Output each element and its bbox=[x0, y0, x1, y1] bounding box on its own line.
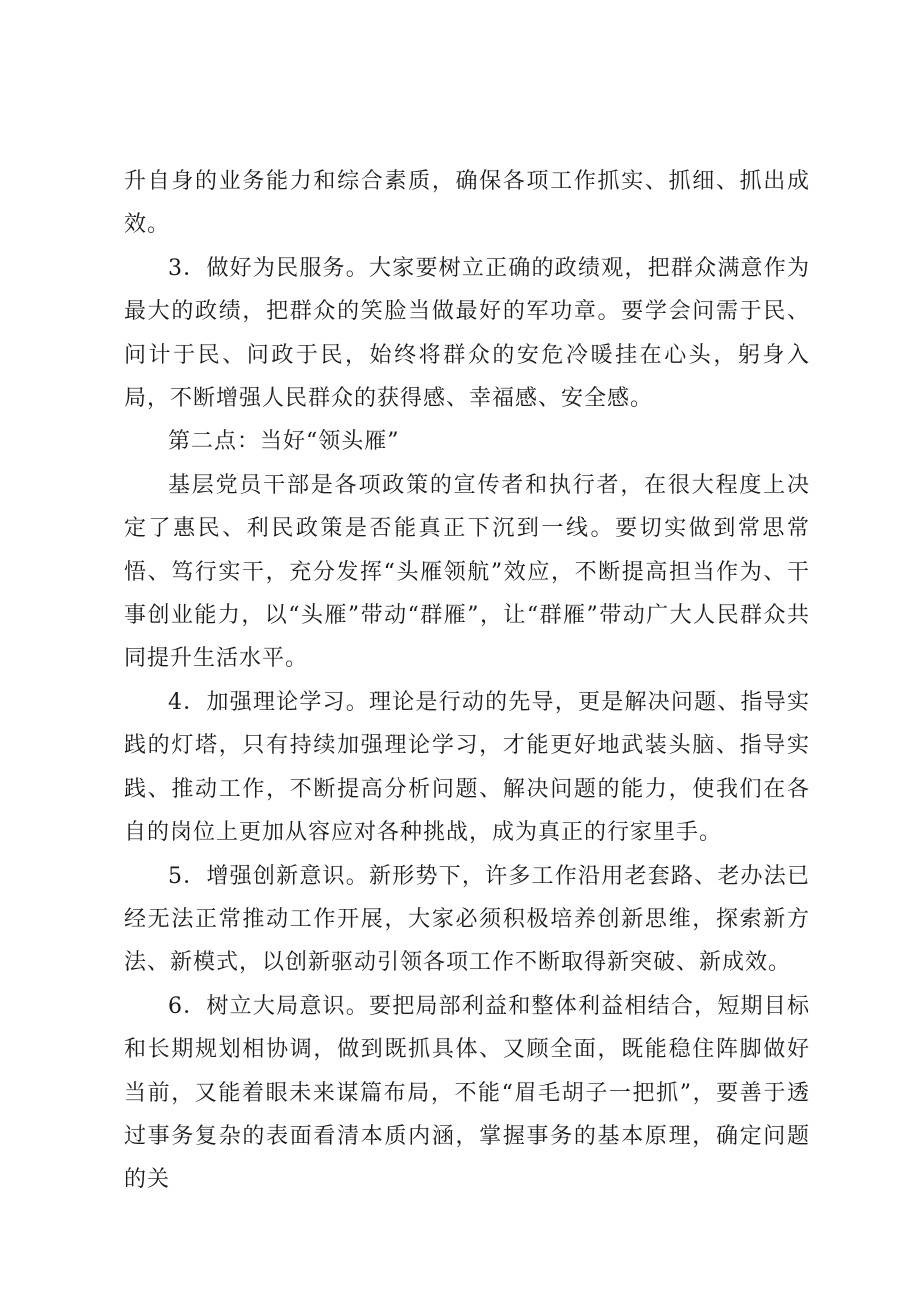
paragraph-item-6: 6．树立大局意识。要把局部利益和整体利益相结合，短期目标和长期规划相协调，做到既抓具体、又顾全面，既能稳住阵脚做好当前，又能着眼未来谋篇布局，不能“眉毛胡子一把抓”，要善于透过事务复杂的表面看清本质内涵，掌握事务的基本原理，确定问题的关 bbox=[124, 993, 810, 1193]
section-heading: 第二点：当好“领头雁” bbox=[168, 429, 400, 455]
document-body bbox=[124, 160, 810, 1202]
paragraph-section-intro: 基层党员干部是各项政策的宣传者和执行者，在很大程度上决定了惠民、利民政策是否能真正下沉到一线。要切实做到常思常悟、笃行实干，充分发挥“头雁领航”效应，不断提高担当作为、干事创业能力，以“头雁”带动“群雁”，让“群雁”带动广大人民群众共同提升生活水平。 bbox=[124, 472, 810, 672]
paragraph-item-3: 3．做好为民服务。大家要树立正确的政绩观，把群众满意作为最大的政绩，把群众的笑脸当做最好的军功章。要学会问需于民、问计于民、问政于民，始终将群众的安危冷暖挂在心头，躬身入局，不断增强人民群众的获得感、幸福感、安全感。 bbox=[124, 255, 810, 412]
paragraph-continuation: 升自身的业务能力和综合素质，确保各项工作抓实、抓细、抓出成效。 bbox=[124, 169, 810, 238]
paragraph-item-4: 4．加强理论学习。理论是行动的先导，更是解决问题、指导实践的灯塔，只有持续加强理论学习，才能更好地武装头脑、指导实践、推动工作，不断提高分析问题、解决问题的能力，使我们在各自的岗位上更加从容应对各种挑战，成为真正的行家里手。 bbox=[124, 689, 810, 846]
paragraph-item-5: 5．增强创新意识。新形势下，许多工作沿用老套路、老办法已经无法正常推动工作开展，大家必须积极培养创新思维，探索新方法、新模式，以创新驱动引领各项工作不断取得新突破、新成效。 bbox=[124, 863, 810, 976]
